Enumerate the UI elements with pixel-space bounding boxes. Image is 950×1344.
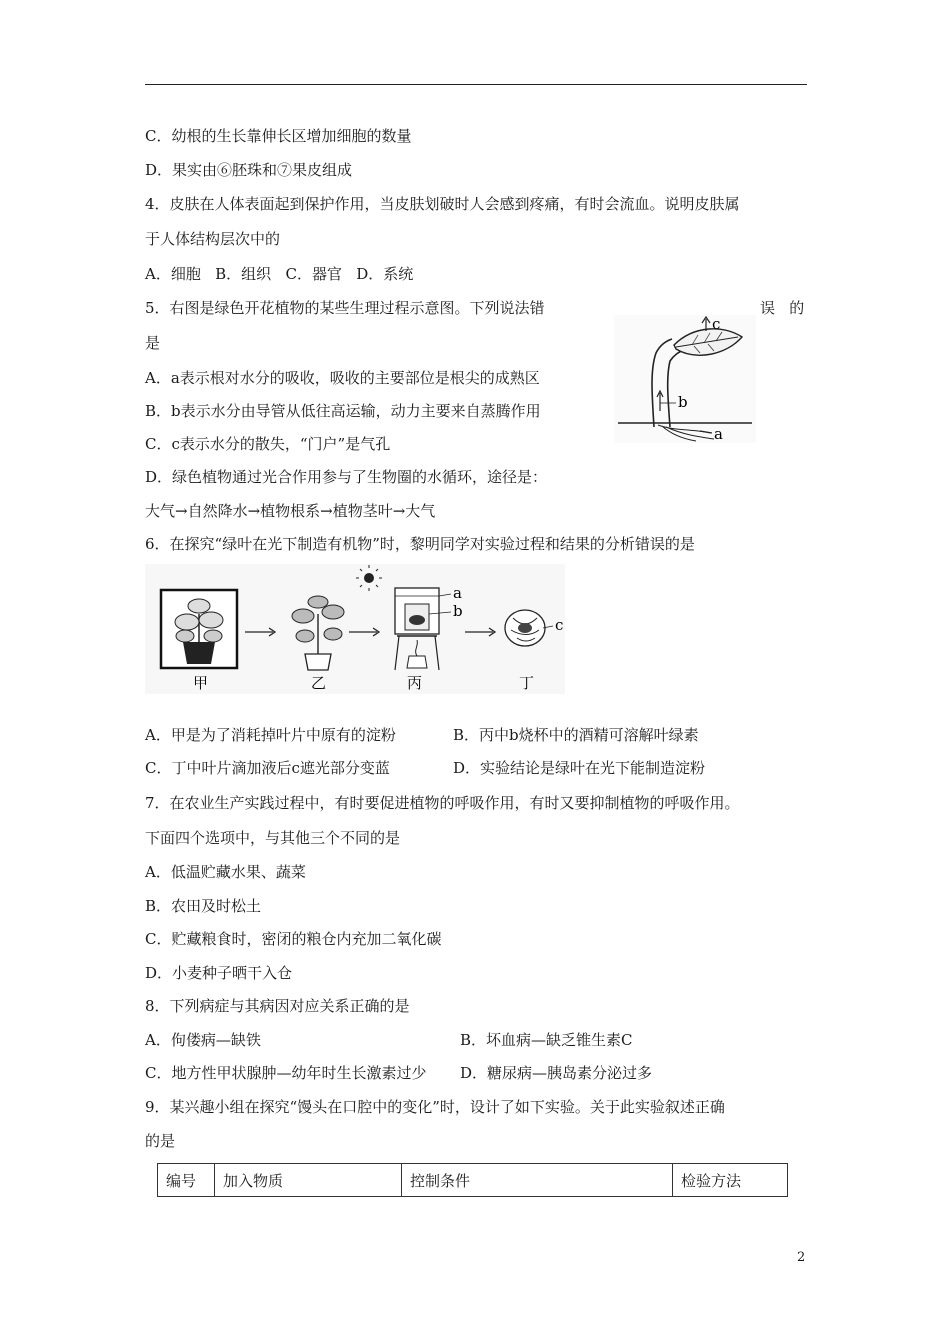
q6-fig-label-bing: 丙 (407, 674, 423, 692)
table-header-cell: 控制条件 (402, 1164, 673, 1197)
q4-stem-line1: 4．皮肤在人体表面起到保护作用，当皮肤划破时人会感到疼痛，有时会流血。说明皮肤属 (145, 195, 740, 213)
q6-option-c: C．丁中叶片滴加液后c遮光部分变蓝 (145, 759, 390, 777)
q6-option-d: D．实验结论是绿叶在光下能制造淀粉 (453, 759, 706, 777)
q5-option-b: B．b表示水分由导管从低往高运输，动力主要来自蒸腾作用 (145, 402, 541, 420)
q6-fig-label-yi: 乙 (311, 674, 327, 692)
q9-experiment-table (157, 1163, 788, 1197)
table-header-row (158, 1164, 788, 1197)
q7-option-b: B．农田及时松土 (145, 897, 262, 915)
q8-option-c: C．地方性甲状腺肿—幼年时生长激素过少 (145, 1064, 427, 1082)
page-number: 2 (797, 1250, 806, 1265)
q7-stem-line2: 下面四个选项中，与其他三个不同的是 (145, 829, 401, 847)
q5-plant-diagram (614, 315, 756, 443)
q6-fig-label-c: c (555, 616, 564, 634)
q5-stem-line2: 是 (145, 334, 161, 352)
q7-stem-line1: 7．在农业生产实践过程中，有时要促进植物的呼吸作用，有时又要抑制植物的呼吸作用。 (145, 794, 740, 812)
q6-experiment-diagram (145, 564, 565, 694)
q8-option-a: A．佝偻病—缺铁 (145, 1031, 261, 1049)
table-header-cell: 检验方法 (673, 1164, 788, 1197)
q8-stem: 8．下列病症与其病因对应关系正确的是 (145, 997, 410, 1015)
q6-fig-label-a: a (453, 584, 462, 602)
q9-stem-line1: 9．某兴趣小组在探究“馒头在口腔中的变化”时，设计了如下实验。关于此实验叙述正确 (145, 1098, 725, 1116)
q6-fig-label-b: b (453, 602, 463, 620)
q6-fig-label-jia: 甲 (193, 674, 209, 692)
q5-stem-line1: 5．右图是绿色开花植物的某些生理过程示意图。下列说法错 (145, 299, 545, 317)
q5-stem-line1-end: 误 的 (760, 299, 805, 317)
q5-option-c: C．c表示水分的散失，“门户”是气孔 (145, 435, 391, 453)
q5-fig-label-b: b (678, 393, 688, 411)
q8-option-b: B．坏血病—缺乏锥生素C (460, 1031, 633, 1049)
q7-option-d: D．小麦种子晒干入仓 (145, 964, 293, 982)
q5-option-d: D．绿色植物通过光合作用参与了生物圈的水循环，途径是： (145, 468, 548, 486)
table-header-cell: 加入物质 (215, 1164, 402, 1197)
table-header-cell: 编号 (158, 1164, 215, 1197)
q5-option-d-cont: 大气→自然降水→植物根系→植物茎叶→大气 (145, 502, 436, 520)
q6-fig-label-ding: 丁 (519, 674, 535, 692)
q5-option-a: A．a表示根对水分的吸收，吸收的主要部位是根尖的成熟区 (145, 369, 540, 387)
q4-options: A．细胞 B．组织 C．器官 D．系统 (145, 265, 414, 283)
q6-option-a: A．甲是为了消耗掉叶片中原有的淀粉 (145, 726, 396, 744)
q9-stem-line2: 的是 (145, 1132, 176, 1150)
q7-option-a: A．低温贮藏水果、蔬菜 (145, 863, 306, 881)
q7-option-c: C．贮藏粮食时，密闭的粮仓内充加二氧化碳 (145, 930, 442, 948)
q4-stem-line2: 于人体结构层次中的 (145, 230, 281, 248)
q6-option-b: B．丙中b烧杯中的酒精可溶解叶绿素 (453, 726, 699, 744)
header-rule (145, 84, 807, 85)
q5-fig-label-c: c (712, 315, 721, 333)
q5-fig-label-a: a (714, 425, 723, 443)
q6-stem: 6．在探究“绿叶在光下制造有机物”时，黎明同学对实验过程和结果的分析错误的是 (145, 535, 695, 553)
q3-option-d: D．果实由⑥胚珠和⑦果皮组成 (145, 161, 353, 179)
q8-option-d: D．糖尿病—胰岛素分泌过多 (460, 1064, 653, 1082)
q3-option-c: C．幼根的生长靠伸长区增加细胞的数量 (145, 127, 412, 145)
